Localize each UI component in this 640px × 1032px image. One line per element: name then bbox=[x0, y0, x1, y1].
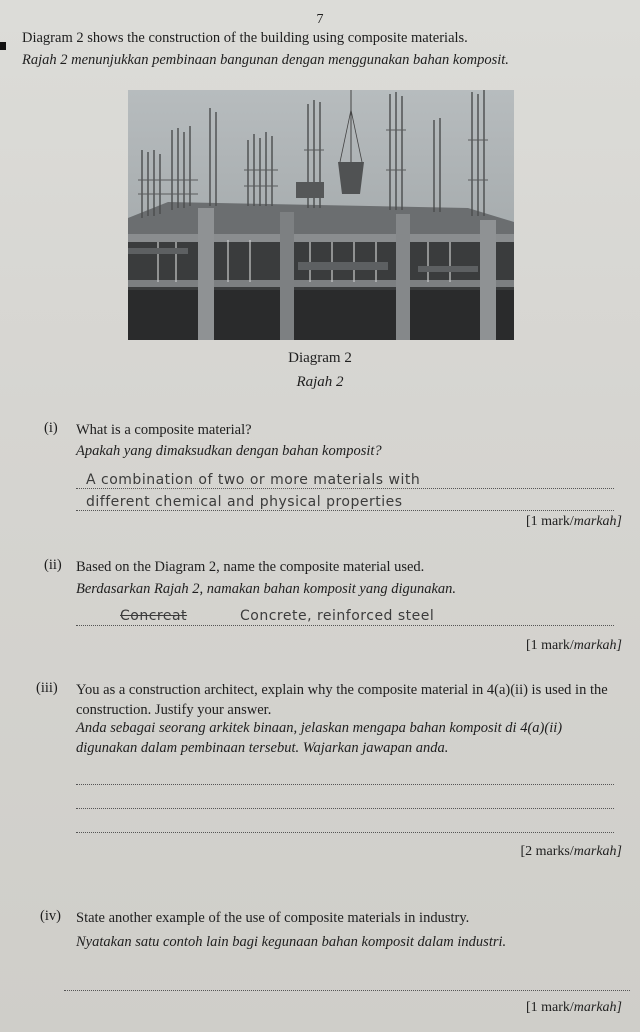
question-text-ms: Nyatakan satu contoh lain bagi kegunaan bahan komposit dalam industri. bbox=[76, 934, 507, 950]
handwritten-answer: A combination of two or more materials with bbox=[86, 472, 421, 488]
answer-line bbox=[76, 784, 614, 785]
question-number: (i) bbox=[44, 420, 58, 436]
page-number: 7 bbox=[316, 12, 324, 27]
answer-line bbox=[76, 832, 614, 833]
intro-english: Diagram 2 shows the construction of the building using composite materials. bbox=[22, 30, 468, 46]
marks-en: [2 marks/ bbox=[520, 844, 574, 859]
figure-caption-ms: Rajah 2 bbox=[296, 374, 344, 390]
margin-mark bbox=[0, 42, 6, 50]
intro-malay: Rajah 2 menunjukkan pembinaan bangunan dengan menggunakan bahan komposit. bbox=[22, 52, 509, 68]
marks-label bbox=[521, 844, 623, 860]
answer-line bbox=[76, 625, 614, 626]
question-number: (ii) bbox=[44, 557, 62, 573]
question-text-en: You as a construction architect, explain why the composite material in 4(a)(ii) is used in the construction. Justify your answer. bbox=[76, 682, 608, 718]
question-number: (iii) bbox=[36, 680, 58, 696]
answer-line bbox=[76, 488, 614, 489]
question-text-ms: Berdasarkan Rajah 2, namakan bahan komposit yang digunakan. bbox=[76, 581, 457, 597]
construction-photo bbox=[128, 90, 514, 340]
marks-ms: markah] bbox=[573, 514, 622, 529]
struck-word: Concreat bbox=[120, 608, 188, 624]
question-number: (iv) bbox=[40, 908, 61, 924]
marks-en: [1 mark/ bbox=[525, 638, 574, 653]
marks-label bbox=[526, 514, 622, 530]
answer-line bbox=[76, 510, 614, 511]
question-text-en: State another example of the use of composite materials in industry. bbox=[76, 910, 470, 926]
building-illustration bbox=[128, 90, 514, 340]
question-text-en: What is a composite material? bbox=[76, 422, 252, 438]
marks-label bbox=[526, 1000, 622, 1016]
marks-label bbox=[526, 638, 622, 654]
question-text-ms: Anda sebagai seorang arkitek binaan, jelaskan mengapa bahan komposit di 4(a)(ii) digunakan dalam pembinaan tersebut. Wajarkan jawapan anda. bbox=[76, 720, 563, 756]
marks-en: [1 mark/ bbox=[525, 514, 574, 529]
handwritten-answer: different chemical and physical properties bbox=[86, 494, 403, 510]
marks-ms: markah] bbox=[573, 638, 622, 653]
marks-ms: markah] bbox=[573, 1000, 622, 1015]
handwritten-answer-struck bbox=[120, 606, 187, 626]
marks-ms: markah] bbox=[573, 844, 622, 859]
figure-caption-en: Diagram 2 bbox=[288, 350, 352, 366]
question-text-ms: Apakah yang dimaksudkan dengan bahan komposit? bbox=[76, 443, 382, 459]
answer-line bbox=[76, 808, 614, 809]
marks-en: [1 mark/ bbox=[525, 1000, 574, 1015]
question-text-en: Based on the Diagram 2, name the composite material used. bbox=[76, 559, 425, 575]
answer-line bbox=[64, 990, 630, 991]
handwritten-answer: Concrete, reinforced steel bbox=[240, 608, 435, 624]
